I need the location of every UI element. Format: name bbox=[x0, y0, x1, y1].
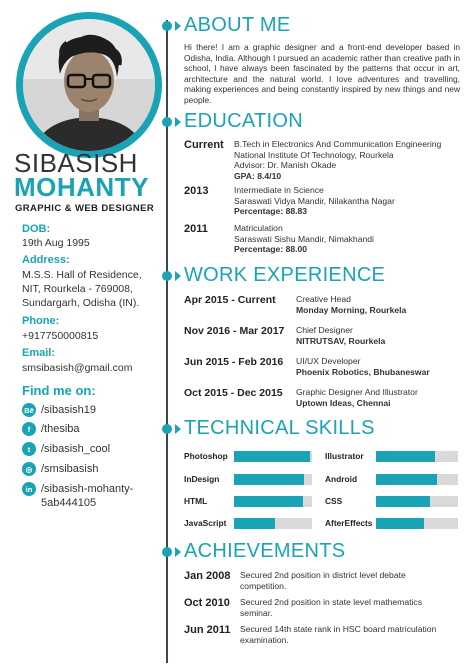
work-company: Phoenix Robotics, Bhubaneswar bbox=[296, 367, 430, 378]
work-company: Uptown Ideas, Chennai bbox=[296, 398, 391, 409]
work-date: Jun 2015 - Feb 2016 bbox=[184, 356, 284, 368]
timeline-dot bbox=[162, 424, 172, 434]
social-handle: /smsibasish bbox=[41, 463, 99, 475]
work-detail bbox=[296, 356, 430, 379]
phone-value[interactable]: +917750000815 bbox=[22, 330, 99, 342]
skill-bar-track bbox=[234, 518, 312, 529]
achievement-line: Secured 14th state rank in HSC board matriculation bbox=[240, 624, 437, 634]
skill-bar-fill bbox=[376, 518, 424, 529]
social-handle-line: 5ab444105 bbox=[41, 497, 97, 509]
phone-label: Phone: bbox=[22, 315, 60, 327]
dob-label: DOB: bbox=[22, 223, 51, 235]
email-label: Email: bbox=[22, 347, 56, 359]
achievement-line: seminar. bbox=[240, 607, 273, 618]
social-handle-line: /sibasish-mohanty- bbox=[41, 483, 134, 495]
achievement-text bbox=[240, 624, 460, 645]
skill-bar-track bbox=[234, 451, 312, 462]
skill-label: InDesign bbox=[184, 474, 220, 484]
education-line: Matriculation bbox=[234, 223, 283, 233]
skill-bar-fill bbox=[234, 496, 303, 507]
achievement-line: Secured 2nd position in district level debate bbox=[240, 570, 406, 580]
work-detail bbox=[296, 387, 418, 410]
social-handle: /sibasish19 bbox=[41, 404, 97, 416]
skill-label: Illustrator bbox=[325, 451, 364, 461]
address-line: M.S.S. Hall of Residence, bbox=[22, 269, 142, 281]
social-handle bbox=[41, 482, 133, 510]
education-score: Percentage: 88.00 bbox=[234, 244, 308, 255]
work-position: UI/UX Developer bbox=[296, 356, 361, 366]
timeline-arrow bbox=[175, 21, 181, 31]
instagram-icon: ◎ bbox=[22, 462, 36, 476]
find-me-title: Find me on: bbox=[22, 383, 96, 398]
timeline-dot bbox=[162, 21, 172, 31]
skill-label: HTML bbox=[184, 496, 208, 506]
twitter-icon: t bbox=[22, 442, 36, 456]
profile-photo bbox=[23, 19, 155, 151]
achievement-line: Secured 2nd position in state level mathematics bbox=[240, 597, 423, 607]
skill-label: JavaScript bbox=[184, 518, 227, 528]
about-title: ABOUT ME bbox=[184, 14, 291, 36]
education-detail bbox=[234, 185, 395, 217]
email-value[interactable]: smsibasish@gmail.com bbox=[22, 362, 133, 374]
skill-label: CSS bbox=[325, 496, 343, 506]
social-handle: /sibasish_cool bbox=[41, 443, 111, 455]
education-line: Advisor: Dr. Manish Okade bbox=[234, 160, 337, 171]
work-date: Oct 2015 - Dec 2015 bbox=[184, 387, 283, 399]
education-year: 2011 bbox=[184, 223, 208, 235]
work-position: Chief Designer bbox=[296, 325, 353, 335]
education-year: Current bbox=[184, 139, 224, 151]
achievement-date: Jan 2008 bbox=[184, 570, 231, 582]
dob-value: 19th Aug 1995 bbox=[22, 237, 90, 249]
skill-label: Photoshop bbox=[184, 451, 228, 461]
education-year: 2013 bbox=[184, 185, 209, 197]
education-line: Saraswati Sishu Mandir, Nimakhandi bbox=[234, 233, 374, 244]
timeline-arrow bbox=[175, 117, 181, 127]
skill-bar-track bbox=[376, 518, 458, 529]
work-date: Nov 2016 - Mar 2017 bbox=[184, 325, 285, 337]
social-link-instagram[interactable] bbox=[22, 462, 98, 476]
skill-bar-track bbox=[234, 474, 312, 485]
achievement-text bbox=[240, 570, 460, 591]
job-title: GRAPHIC & WEB DESIGNER bbox=[15, 203, 155, 214]
timeline-dot bbox=[162, 271, 172, 281]
first-name: SIBASISH bbox=[14, 148, 138, 178]
education-score: GPA: 8.4/10 bbox=[234, 170, 282, 181]
achievement-line: examination. bbox=[240, 634, 289, 645]
work-company: Monday Morning, Rourkela bbox=[296, 305, 407, 316]
achievement-date: Oct 2010 bbox=[184, 597, 230, 609]
education-line: Saraswati Vidya Mandir, Nilakantha Nagar bbox=[234, 195, 395, 206]
skill-bar-track bbox=[376, 474, 458, 485]
facebook-icon: f bbox=[22, 422, 36, 436]
achievement-line: competition. bbox=[240, 580, 287, 591]
address-label: Address: bbox=[22, 254, 70, 266]
skill-bar-track bbox=[234, 496, 312, 507]
linkedin-icon: in bbox=[22, 482, 36, 496]
work-title: WORK EXPERIENCE bbox=[184, 264, 386, 286]
about-text: Hi there! I am a graphic designer and a front-end developer based in Odisha, India. Although I pursued an academic rather than creative path in school, I have always been fascinated by the patterns that occur in art, architecture and the natural world. I love adventures and travelling, making experiences and being constantly inspired by new things and new people. bbox=[184, 42, 460, 105]
education-title: EDUCATION bbox=[184, 110, 303, 132]
social-link-linkedin[interactable] bbox=[22, 482, 133, 510]
achievement-text bbox=[240, 597, 460, 618]
behance-icon: Bē bbox=[22, 403, 36, 417]
achievement-date: Jun 2011 bbox=[184, 624, 231, 636]
work-position: Graphic Designer And Illustrator bbox=[296, 387, 418, 397]
work-date: Apr 2015 - Current bbox=[184, 294, 276, 306]
last-name: MOHANTY bbox=[14, 172, 149, 202]
social-link-behance[interactable] bbox=[22, 403, 96, 417]
address-line: NIT, Rourkela - 769008, bbox=[22, 283, 133, 295]
work-detail bbox=[296, 325, 385, 348]
work-position: Creative Head bbox=[296, 294, 351, 304]
social-link-facebook[interactable] bbox=[22, 422, 80, 436]
skill-bar-track bbox=[376, 496, 458, 507]
education-line: National Institute Of Technology, Rourkela bbox=[234, 149, 394, 160]
timeline-arrow bbox=[175, 547, 181, 557]
social-link-twitter[interactable] bbox=[22, 442, 110, 456]
timeline-arrow bbox=[175, 424, 181, 434]
timeline-dot bbox=[162, 547, 172, 557]
skill-bar-fill bbox=[234, 518, 275, 529]
social-handle: /thesiba bbox=[41, 423, 80, 435]
education-line: B.Tech in Electronics And Communication Engineering bbox=[234, 139, 442, 149]
skill-bar-track bbox=[376, 451, 458, 462]
work-detail bbox=[296, 294, 406, 317]
education-line: Intermediate in Science bbox=[234, 185, 324, 195]
skill-bar-fill bbox=[234, 451, 310, 462]
skill-bar-fill bbox=[376, 496, 430, 507]
achievements-title: ACHIEVEMENTS bbox=[184, 540, 346, 562]
education-detail bbox=[234, 223, 374, 255]
education-score: Percentage: 88.83 bbox=[234, 206, 308, 217]
skill-bar-fill bbox=[376, 474, 437, 485]
skill-bar-fill bbox=[234, 474, 304, 485]
skill-label: AfterEffects bbox=[325, 518, 373, 528]
timeline-dot bbox=[162, 117, 172, 127]
education-detail bbox=[234, 139, 441, 181]
timeline-arrow bbox=[175, 271, 181, 281]
address-line: Sundargarh, Odisha (IN). bbox=[22, 297, 140, 309]
skills-title: TECHNICAL SKILLS bbox=[184, 417, 375, 439]
skill-label: Android bbox=[325, 474, 358, 484]
skill-bar-fill bbox=[376, 451, 435, 462]
work-company: NITRUTSAV, Rourkela bbox=[296, 336, 386, 347]
